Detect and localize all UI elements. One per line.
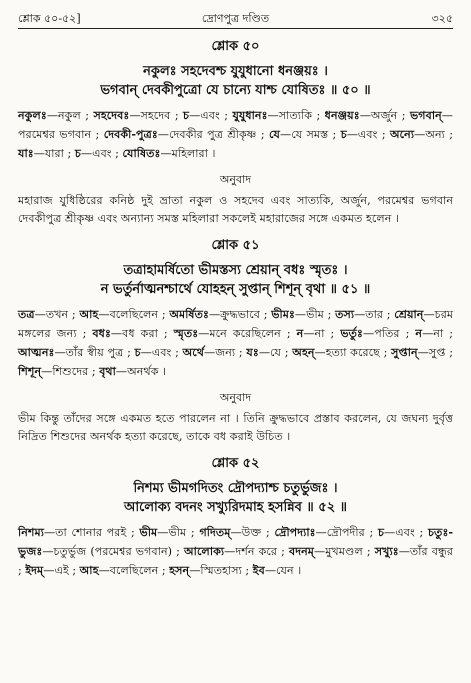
sanskrit-word: সুপ্তান্ <box>391 345 418 359</box>
header-page-number: ৩২৫ <box>431 12 453 25</box>
word-meaning: —মহিলারা । <box>160 147 216 160</box>
word-meaning: —এবং ; <box>189 109 229 122</box>
word-meaning: —যারা ; <box>33 147 72 160</box>
word-meanings <box>18 305 453 381</box>
sanskrit-word: ভগবান্ <box>409 108 442 122</box>
word-meaning: —হত্যা করেছে ; <box>314 346 388 359</box>
sanskrit-word: যাঃ <box>18 146 34 160</box>
sanskrit-verse <box>18 479 453 517</box>
word-meaning: —বধ করা ; <box>110 327 168 340</box>
word-meaning: —মুখমণ্ডল ; <box>314 545 371 558</box>
word-meaning: —না ; <box>422 327 454 340</box>
sanskrit-word: চ <box>74 146 81 160</box>
word-meaning: —পতির ; <box>363 327 410 340</box>
word-meaning: —সাত্যকি ; <box>267 109 321 122</box>
word-meaning: —উক্ত ; <box>230 526 270 539</box>
sanskrit-word: যুযুধানঃ <box>232 108 268 122</box>
sanskrit-word: সখ্যুঃ <box>374 544 399 558</box>
sanskrit-word: আহ <box>79 563 99 577</box>
word-meaning: —এবং ; <box>384 526 424 539</box>
word-meaning: —অনর্থক । <box>115 365 167 378</box>
sanskrit-word: বৃথা <box>99 364 116 378</box>
word-meaning: —এবং ; <box>346 128 386 141</box>
header-chapter-title: দ্রোণপুত্র দণ্ডিত <box>201 12 270 25</box>
sanskrit-word: আলোক্য <box>183 544 225 558</box>
sanskrit-word: দেবকী-পুত্রঃ <box>103 127 158 141</box>
word-meaning: —জন্য ; <box>204 346 243 359</box>
verse-title: শ্লোক ৫০ <box>211 39 260 54</box>
word-meaning: —তখন ; <box>34 308 76 321</box>
translation-heading: অনুবাদ <box>219 173 252 186</box>
sanskrit-word: ইব <box>252 563 265 577</box>
sanskrit-word: স্মৃতঃ <box>173 326 199 340</box>
word-meaning: —স্মিতহাস্য ; <box>189 564 250 577</box>
sanskrit-word: চ <box>134 345 141 359</box>
sanskrit-word: শিশূন্ <box>18 364 42 378</box>
verse-line: নিশম্য ভীমগদিতং দ্রৌপদ্যাশ্চ চতুর্ভুজঃ । <box>133 481 338 496</box>
word-meaning: —বলেছিলেন ; <box>98 564 166 577</box>
sanskrit-word: ন <box>415 326 423 340</box>
word-meaning: —মনে করেছিলেন ; <box>198 327 291 340</box>
word-meaning: —চরম মঙ্গলের জন্য ; <box>18 308 454 340</box>
word-meanings <box>18 106 453 163</box>
sanskrit-word: গদিতম্ <box>199 525 231 539</box>
sanskrit-word: চতুঃ-ভুজঃ <box>18 525 454 558</box>
verse-50 <box>18 37 453 228</box>
header-verse-range: শ্লোক ৫০-৫২] <box>18 12 81 25</box>
sanskrit-word: ভীম <box>139 525 158 539</box>
sanskrit-word: যঃ <box>246 345 259 359</box>
sanskrit-word: যোষিতঃ <box>122 146 161 160</box>
sanskrit-word: আহ <box>79 307 99 321</box>
verse-title: শ্লোক ৫১ <box>211 238 260 253</box>
sanskrit-word: ন <box>296 326 304 340</box>
word-meaning: —তাঁর স্বীয় পুত্র ; <box>54 346 131 359</box>
sanskrit-word: তস্য <box>335 307 355 321</box>
verse-title: শ্লোক ৫২ <box>211 456 260 471</box>
verse-52 <box>18 454 453 580</box>
word-meaning: —ক্রুদ্ধভাবে ; <box>208 308 268 321</box>
word-meaning: —বলেছিলেন ; <box>98 308 166 321</box>
sanskrit-word: ভীমঃ <box>271 307 295 321</box>
word-meaning: —ভীম ; <box>157 526 195 539</box>
sanskrit-word: হসন্ <box>169 563 190 577</box>
sanskrit-word: অমর্ষিতঃ <box>169 307 209 321</box>
sanskrit-word: তত্র <box>18 307 35 321</box>
word-meaning: —যে ; <box>258 346 289 359</box>
word-meaning: —অর্জুন ; <box>359 109 406 122</box>
word-meaning: —এবং ; <box>140 346 179 359</box>
sanskrit-word: নিশম্য <box>18 525 44 539</box>
sanskrit-verse <box>18 261 453 299</box>
sanskrit-word: শ্রেয়ান্ <box>394 307 424 321</box>
sanskrit-word: ধনঞ্জয়ঃ <box>324 108 360 122</box>
verse-line: ন ভর্তুর্নাত্মনশ্চার্থে যোহহন্ সুপ্তান্ শিশূন্ বৃথা ॥ ৫১ ॥ <box>100 282 371 297</box>
sanskrit-word: অর্থে <box>182 345 205 359</box>
sanskrit-word: অহন্ <box>292 345 315 359</box>
word-meaning: —সহদেব ; <box>129 109 179 122</box>
sanskrit-word: আত্মনঃ <box>18 345 55 359</box>
word-meaning: —দর্শন করে ; <box>224 545 285 558</box>
word-meaning: —নকুল ; <box>46 109 90 122</box>
verse-line: ভগবান্ দেবকীপুত্রো যে চান্যে যাশ্চ যোষিতঃ ॥ ৫০ ॥ <box>100 83 371 98</box>
sanskrit-word: ইদম্ <box>25 563 44 577</box>
sanskrit-word: অন্যে <box>389 127 415 141</box>
translation-heading: অনুবাদ <box>219 391 252 404</box>
word-meaning: —না ; <box>303 327 335 340</box>
word-meanings <box>18 523 453 580</box>
word-meaning: —এবং ; <box>80 147 119 160</box>
sanskrit-word: চ <box>378 525 385 539</box>
sanskrit-word: যে <box>269 127 280 141</box>
word-meaning: —তার ; <box>354 308 391 321</box>
word-meaning: —যে সমস্ত ; <box>280 128 337 141</box>
word-meaning: —পরমেশ্বর ভগবান ; <box>18 109 453 141</box>
translation-text: ভীম কিন্তু তাঁদের সঙ্গে একমত হতে পারলেন না । তিনি ক্রুদ্ধভাবে প্রস্তাব করলেন, যে জঘন্য দুর্বৃত্ত নিদ্রিত শিশুদের অনর্থক হত্যা করেছে, তাকে বধ করাই উচিত । <box>18 412 453 443</box>
sanskrit-verse <box>18 62 453 100</box>
sanskrit-word: সহদেবঃ <box>93 108 130 122</box>
word-meaning: —সুপ্ত ; <box>417 346 453 359</box>
page-header <box>18 6 453 28</box>
sanskrit-word: চ <box>183 108 190 122</box>
word-meaning: —তা শোনার পরই ; <box>43 526 135 539</box>
sanskrit-word: দ্রৌপদ্যাঃ <box>274 525 316 539</box>
sanskrit-word: চ <box>340 127 347 141</box>
verse-line: আলোক্য বদনং সখ্যুরিদমাহ হসন্নিব ॥ ৫২ ॥ <box>123 500 348 515</box>
translation-text: মহারাজ যুধিষ্ঠিরের কনিষ্ঠ দুই ভ্রাতা নকুল ও সহদেব এবং সাত্যকি, অর্জুন, পরমেশ্বর ভগবান দেবকীপুত্র শ্রীকৃষ্ণ এবং অন্যান্য সমস্ত মহিলারা সকলেই মহারাজের সঙ্গে একমত হলেন । <box>18 194 453 225</box>
word-meaning: —অন্য ; <box>414 128 454 141</box>
word-meaning: —তাঁর বন্ধুর ; <box>18 545 454 577</box>
verse-line: তত্রাহামর্ষিতো ভীমস্তস্য শ্রেয়ান্ বধঃ স্মৃতঃ । <box>123 263 348 278</box>
sanskrit-word: বদনম্ <box>289 544 315 558</box>
sanskrit-word: বধঃ <box>92 326 111 340</box>
word-meaning: —যেন । <box>264 564 302 577</box>
word-meaning: —দেবকীর পুত্র শ্রীকৃষ্ণ ; <box>157 128 265 141</box>
word-meaning: —চতুর্ভুজ (পরমেশ্বর ভগবান) ; <box>42 545 180 558</box>
verse-line: নকুলঃ সহদেবশ্চ যুযুধানো ধনঞ্জয়ঃ । <box>143 64 328 79</box>
word-meaning: —শিশুদের ; <box>41 365 96 378</box>
word-meaning: —ভীম ; <box>294 308 332 321</box>
word-meaning: —দ্রৌপদীর ; <box>315 526 374 539</box>
word-meaning: —এই ; <box>43 564 77 577</box>
sanskrit-word: নকুলঃ <box>18 108 47 122</box>
verse-51 <box>18 236 453 446</box>
sanskrit-word: ভর্তুঃ <box>340 326 364 340</box>
